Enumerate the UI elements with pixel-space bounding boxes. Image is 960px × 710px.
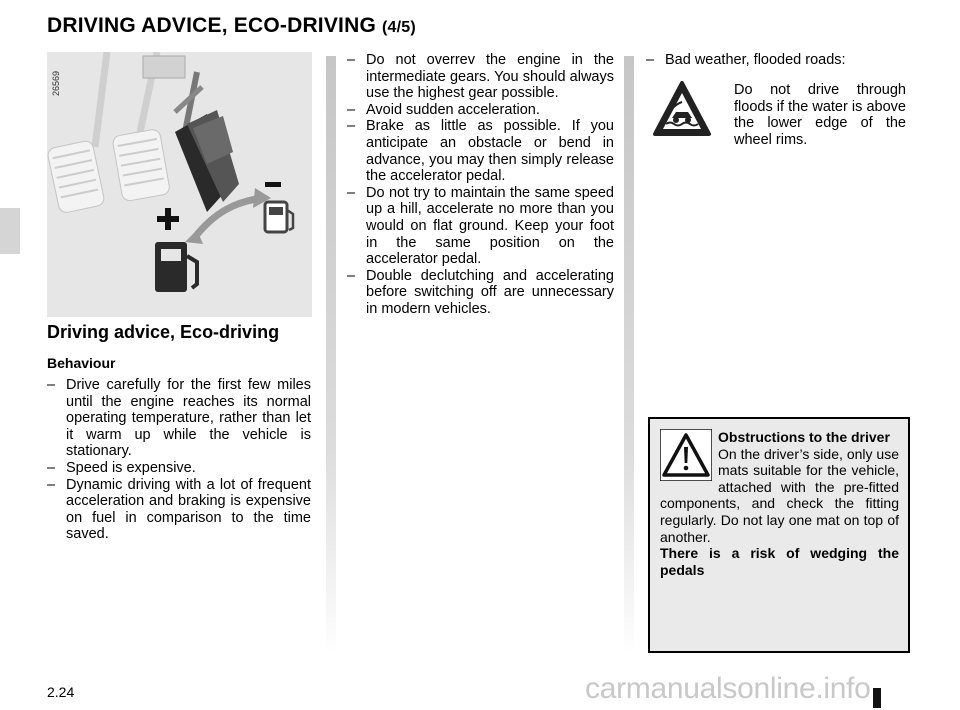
list-item: – Do not try to maintain the same speed up a hill, accelerate no more than you would on flat ground. Keep your foot in the same position on the accelerator pedal. (347, 185, 614, 268)
illustration-code: 26569 (51, 70, 61, 96)
list-item: – Drive carefully for the first few miles until the engine reaches its normal operating temperature, rather than let it warm up while the vehicle is stationary. (47, 377, 311, 460)
warning-title: Obstructions to the driver (718, 429, 890, 445)
flood-warning-text: Do not drive through floods if the water is above the lower edge of the wheel rims. (734, 82, 906, 148)
page-number: 2.24 (47, 684, 75, 700)
list-item: – Speed is expensive. (47, 460, 311, 477)
section-title: Driving advice, Eco-driving (47, 322, 280, 342)
page-title-part: (4/5) (382, 19, 416, 36)
watermark: carmanualsonline.info (585, 672, 871, 705)
warning-emphasis: There is a risk of wedging the pedals (660, 545, 899, 578)
page-title-text: DRIVING ADVICE, ECO-DRIVING (47, 14, 376, 37)
list-item: – Avoid sudden acceleration. (347, 102, 614, 119)
column-separator-1 (326, 56, 336, 656)
chapter-tab (0, 208, 20, 254)
list-item: – Double declutching and accelerating before switching off are unnecessary in modern vehicles. (347, 268, 614, 318)
eco-tips-list (347, 52, 614, 318)
weather-list (646, 52, 910, 69)
list-item: – Dynamic driving with a lot of frequent acceleration and braking is expensive on fuel in comparison to the time saved. (47, 477, 311, 543)
flooded-road-warning-icon (652, 80, 712, 138)
warning-body: On the driver’s side, only use mats suitable for the vehicle, attached with the pre-fitted components, and check the fitting regularly. Do not lay one mat on top of another. (660, 445, 899, 545)
page-title (47, 14, 416, 38)
list-item: – Bad weather, flooded roads: (646, 52, 910, 69)
column-separator-2 (624, 56, 634, 656)
warning-box (648, 417, 910, 653)
eco-driving-illustration (47, 52, 312, 317)
sub-heading-behaviour: Behaviour (47, 355, 116, 371)
behaviour-list (47, 377, 311, 543)
pedals-icon (47, 52, 312, 317)
list-item: – Brake as little as possible. If you anticipate an obstacle or bend in advance, you may then simply release the accelerator pedal. (347, 118, 614, 184)
warning-text (660, 429, 899, 578)
list-item: – Do not overrev the engine in the intermediate gears. You should always use the highest gear possible. (347, 52, 614, 102)
corner-mark (873, 688, 881, 708)
